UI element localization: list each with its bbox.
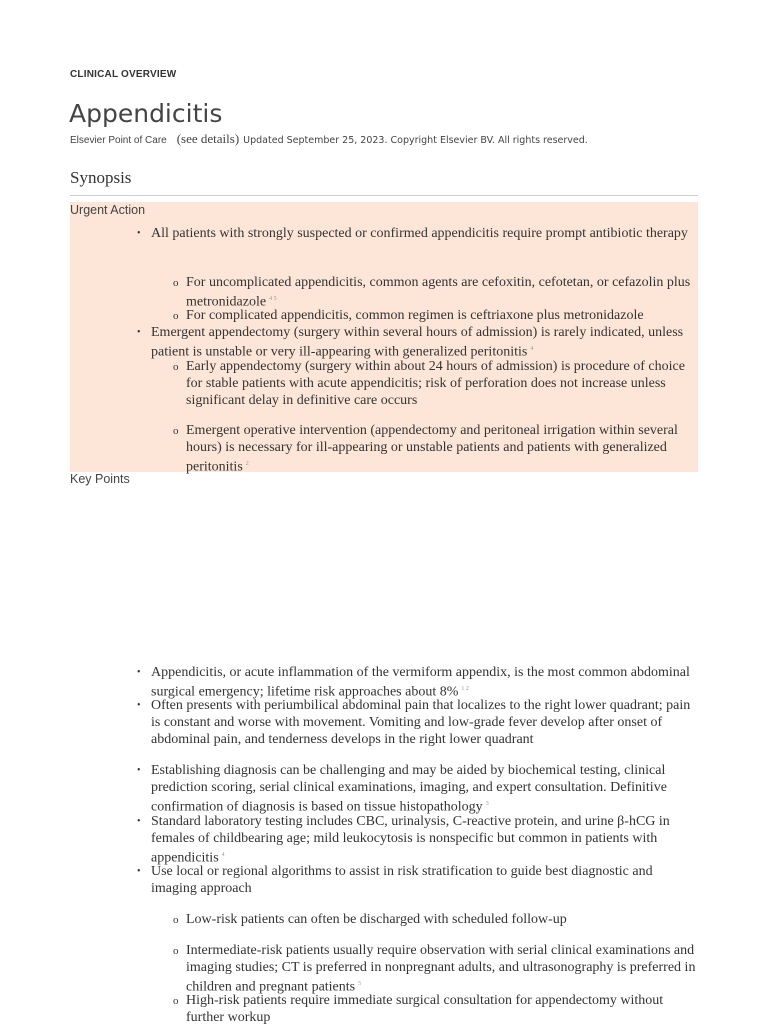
list-item [151, 225, 699, 242]
list-item [186, 274, 699, 311]
list-item-text: Emergent operative intervention (appendectomy and peritoneal irrigation within several hours) is necessary for ill-appearing or unstable patients and patients with generalized peritonitis [186, 423, 678, 475]
list-item-text: Emergent appendectomy (surgery within several hours of admission) is rarely indicated, unless patient is unstable or very ill-appearing with generalized peritonitis [151, 325, 684, 360]
list-item-text: Often presents with periumbilical abdominal pain that localizes to the right lower quadrant; pain is constant and worse with movement. Vomiting and low-grade fever develop after onset of abdominal pain, and tenderness develops in the right lower quadrant [151, 698, 691, 747]
citation-ref[interactable]: 5 [358, 981, 362, 987]
citation-ref[interactable]: 4 [221, 852, 225, 858]
list-item-text: Intermediate-risk patients usually require observation with serial clinical examinations and imaging studies; CT is preferred in nonpregnant adults, and ultrasonography is preferred in children and pregnant patients [186, 943, 696, 995]
list-item-text: Early appendectomy (surgery within about 24 hours of admission) is procedure of choice for stable patients with acute appendicitis; risk of perforation does not increase unless significant delay in definitive care occurs [186, 359, 685, 408]
list-item [151, 762, 699, 816]
list-item [151, 813, 699, 867]
list-item-text: Standard laboratory testing includes CBC, urinalysis, C-reactive protein, and urine β-hCG in females of childbearing age; mild leukocytosis is nonspecific but common in patients with appendicitis [151, 814, 670, 866]
list-item-text: Use local or regional algorithms to assist in risk stratification to guide best diagnostic and imaging approach [151, 864, 653, 896]
list-item-text: All patients with strongly suspected or confirmed appendicitis require prompt antibiotic therapy [151, 226, 688, 241]
overview-label: CLINICAL OVERVIEW [70, 69, 177, 80]
citation-ref[interactable]: 4 [530, 346, 534, 352]
citation-ref[interactable]: 3 [485, 801, 489, 807]
list-item [186, 422, 699, 476]
citation-ref[interactable]: 4 5 [269, 296, 277, 302]
list-item-text: High-risk patients require immediate surgical consultation for appendectomy without further workup [186, 993, 664, 1025]
updated-copyright: Updated September 25, 2023. Copyright Elsevier BV. All rights reserved. [243, 135, 588, 146]
list-item-text: Appendicitis, or acute inflammation of the vermiform appendix, is the most common abdominal surgical emergency; lifetime risk approaches about 8% [151, 665, 690, 700]
key-points-label: Key Points [70, 472, 130, 486]
list-item-text: For uncomplicated appendicitis, common agents are cefoxitin, cefotetan, or cefazolin plus metronidazole [186, 275, 691, 310]
see-details-link[interactable]: (see details) [176, 131, 240, 146]
list-item [151, 697, 699, 748]
list-item-text: Establishing diagnosis can be challenging and may be aided by biochemical testing, clinical prediction scoring, serial clinical examinations, imaging, and expert consultation. Definitive confirmation of diagnosis is based on tissue histopathology [151, 763, 667, 815]
list-item [186, 358, 699, 409]
list-item [151, 863, 699, 897]
list-item [151, 324, 699, 361]
list-item-text: For complicated appendicitis, common regimen is ceftriaxone plus metronidazole [186, 308, 644, 323]
citation-ref[interactable]: 2 [245, 461, 249, 467]
list-item [186, 307, 699, 324]
list-item [186, 992, 699, 1026]
list-item [151, 664, 699, 701]
list-item [186, 911, 699, 928]
divider [70, 195, 698, 196]
synopsis-heading: Synopsis [70, 168, 132, 187]
source-name: Elsevier Point of Care [70, 135, 167, 146]
urgent-action-label: Urgent Action [70, 203, 146, 217]
page-title: Appendicitis [69, 99, 223, 128]
citation-ref[interactable]: 1 2 [461, 686, 469, 692]
list-item [186, 942, 699, 996]
list-item-text: Low-risk patients can often be discharged with scheduled follow-up [186, 912, 567, 927]
source-line [70, 130, 588, 148]
